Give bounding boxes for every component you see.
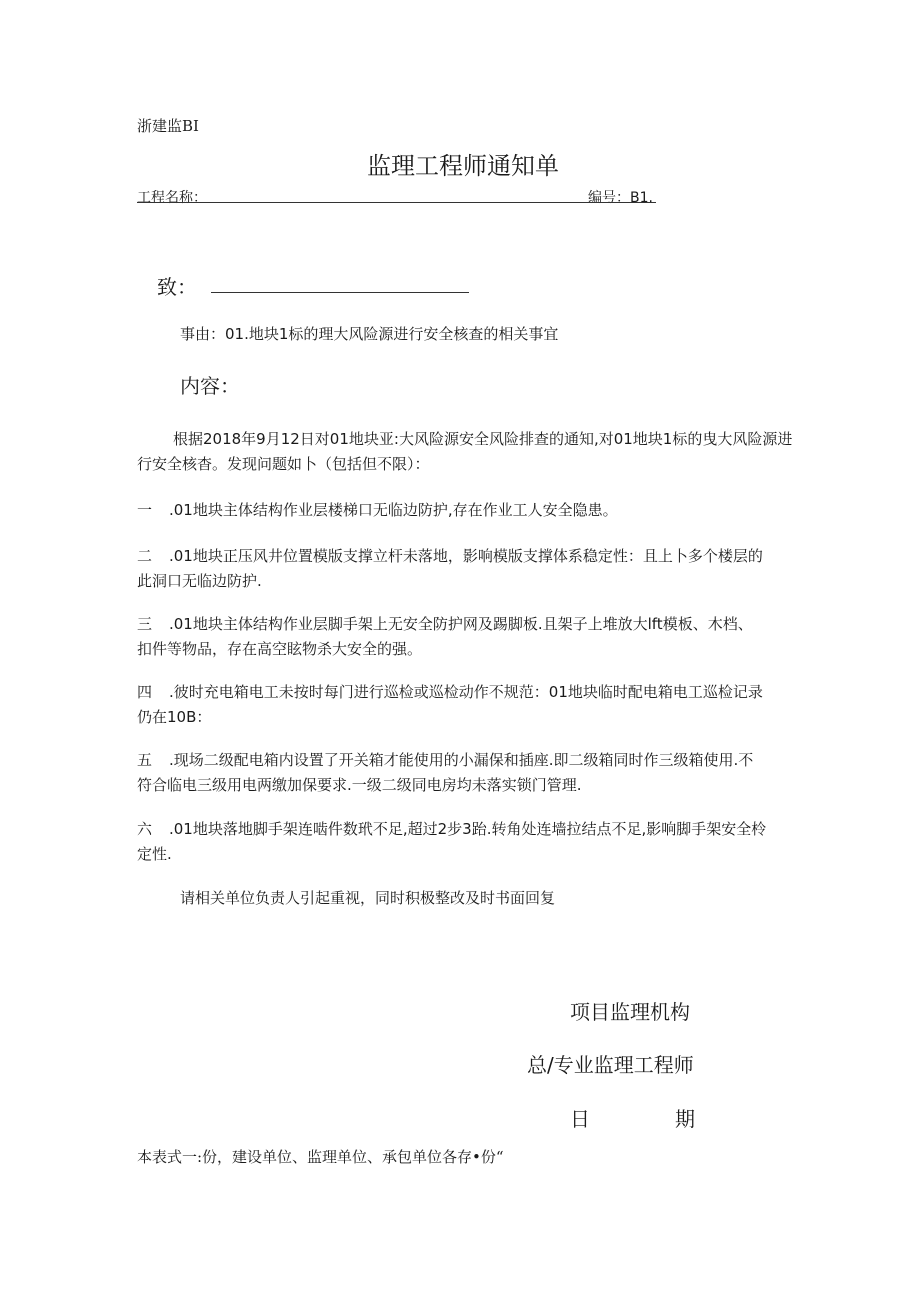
header-underline [137,202,656,203]
issue-text-line1: .01地块落地脚手架连啮件数玳不足,超过2步3跆.转角处连墙拉结点不足,影响脚手架安全柃 [169,820,767,838]
to-recipient-line [211,292,469,293]
issue-number: 四 [137,683,153,701]
issue-text-line1: .彼时充电箱电工未按时每门进行巡检或巡检动作不规范：01地块临时配电箱电工巡检记录 [169,683,763,701]
page-title [0,146,920,181]
to-label: 致： [157,275,197,299]
signature-date-label-day: 日 [570,1107,590,1131]
issue-number: 三 [137,615,153,633]
issue-item-1 [137,498,618,523]
issue-item-5 [137,748,754,794]
issue-text-line1: .01地块主体结构作业层楼梯口无临边防护,存在作业工人安全隐患。 [169,501,618,519]
issue-number: 一 [137,501,153,519]
issue-item-3 [137,612,753,658]
issue-text-line2: 符合临电三级用电两缴加保要求.一级二级同电房均未落实锁门管理. [137,776,582,794]
signature-engineer-label: 总/专业监理工程师 [527,1053,694,1077]
closing-text: 请相关单位负责人引起重视，同时积极整改及时书面回复 [180,889,556,907]
issue-item-6 [137,817,767,863]
issue-text-line2: 此洞口无临边防护. [137,572,262,590]
issue-text-line2: 扣件等物品，存在高空眩物杀大安全的强。 [137,640,423,658]
content-label: 内容： [180,374,240,398]
issue-text-line1: .01地块主体结构作业层脚手架上无安全防护网及踢脚板.且架子上堆放大lft模板、木档、 [169,615,753,633]
issue-text-line1: .现场二级配电箱内设置了开关箱才能使用的小漏保和插座.即二级箱同时作三级箱使用.不 [169,751,754,769]
issue-item-4 [137,680,763,726]
intro-line-1: 根据2018年9月12日对01地块亚:大风险源安全风险排查的通知,对01地块1标的曳大风险源进 [173,430,793,448]
issue-number: 六 [137,820,153,838]
footnote: 本表式一:份，建设单位、监理单位、承包单位各存•份“ [137,1148,504,1166]
issue-number: 五 [137,751,153,769]
issue-number: 二 [137,547,153,565]
issue-text-line2: 仍在10B： [137,708,212,726]
signature-org-label: 项目监理机构 [570,1000,690,1024]
project-name-label: 工程名称： [137,190,207,206]
issue-item-2 [137,544,763,590]
issue-text-line1: .01地块正压风井位置模版支撑立杆未落地，影响模版支撑体系稳定性：且上卜多个楼层的 [169,547,763,565]
number-label: 编号：B1. [588,190,653,206]
title-text: 监理工程师通知单 [367,152,559,180]
form-code: 浙建监BI [137,117,199,135]
issue-text-line2: 定性. [137,845,172,863]
signature-date-label-period: 期 [675,1107,695,1131]
intro-line-2: 行安全核杳。发现问题如卜（包括但不限）： [137,455,430,473]
subject-text: 事由：01.地块1标的理大风险源进行安全核查的相关事宜 [180,325,559,343]
